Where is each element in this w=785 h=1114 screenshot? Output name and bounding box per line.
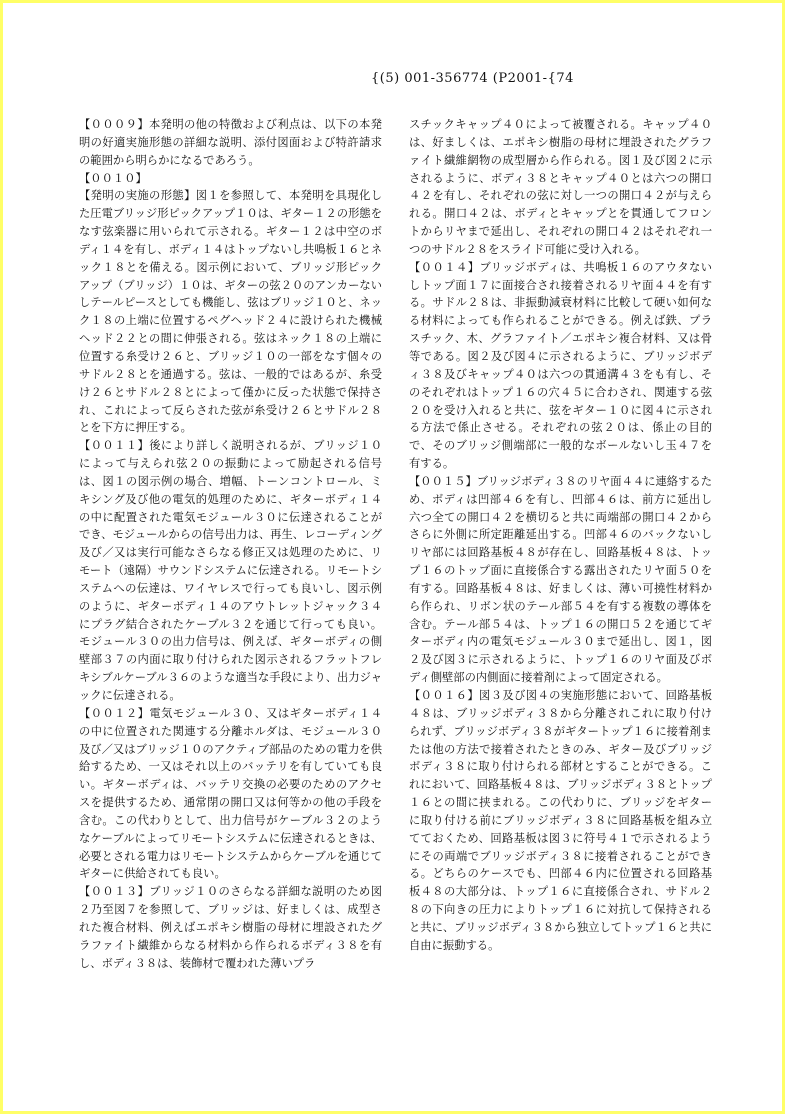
paragraph-0014: 【００１４】ブリッジボディは、共鳴板１６のアウタないしトップ面１７に面接合され接着されるリヤ面４４を有する。サドル２８は、非振動減衰材料に比較して硬い如何なる材料によっても作られることができる。例えば鉄、プラスチック、木、グラファイト／エポキシ複合材料、又は骨等である。図２及び図４に示されるように、ブリッジボディ３８及びキャップ４０は六つの貫通溝４３をも有し、そのそれぞれはトップ１６の穴４５に合わされ、関連する弦２０を受け入れると共に、弦をギター１０に図４に示される方法で係止させる。それぞれの弦２０は、係止の目的で、そのブリッジ側端部に一般的なボールないし玉４７を有する。: [409, 260, 712, 471]
page-header: {(5) 001-356774 (P2001-{74: [371, 71, 574, 86]
paragraph-0012: 【００１２】電気モジュール３０、又はギターボディ１４の中に位置された関連する分離ホルダは、モジュール３０及び／又はブリッジ１０のアクティブ部品のための電力を供給するため、一又はそれ以上のバッテリを有していても良い。ギターボディは、バッテリ交換の必要のためのアクセスを提供するため、通常閉の開口又は何等かの他の手段を含む。この代わりとして、出力信号がケーブル３２のようなケーブルによってリモートシステムに伝達されるときは、必要とされる電力はリモートシステムからケーブルを通じてギターに供給されても良い。: [79, 706, 382, 881]
paragraph-embodiment: 【発明の実施の形態】図１を参照して、本発明を具現化した圧電ブリッジ形ピックアップ１０は、ギター１２の形態をなす弦楽器に用いられて示される。ギター１２は中空のボディ１４を有し、ボディ１４はトップないし共鳴板１６とネック１８とを備える。図示例において、ブリッジ形ピックアップ（ブリッジ）１０は、ギターの弦２０のアンカーないしテールピースとしても機能し、弦はブリッジ１０と、ネック１８の上端に位置するペグヘッド２４に設けられた機械ヘッド２２との間に伸張される。弦はネック１８の上端に位置する糸受け２６と、ブリッジ１０の一部をなす個々のサドル２８とを通過する。弦は、一般的ではあるが、糸受け２６とサドル２８とによって僅かに反った状態で保持され、これによって反らされた弦が糸受け２６とサドル２８とを下方に押圧する。: [79, 189, 382, 435]
paragraph-0016: 【００１６】図３及び図４の実施形態において、回路基板４８は、ブリッジボディ３８から分離されこれに取り付けられず、ブリッジボディ３８がギタートップ１６に接着剤または他の方法で接着されたときのみ、ギター及びブリッジボディ３８に取り付けられる部材とすることができる。これにおいて、回路基板４８は、ブリッジボディ３８とトップ１６との間に挟まれる。この代わりに、ブリッジをギターに取り付ける前にブリッジボディ３８に回路基板を組み立てておくため、回路基板は図３に符号４１で示されるようにその両端でブリッジボディ３８に接着されることができる。どちらのケースでも、凹部４６内に位置される回路基板４８の大部分は、トップ１６に直接係合され、サドル２８の下向きの圧力によりトップ１６に対抗して保持されると共に、ブリッジボディ３８から独立してトップ１６と共に自由に振動する。: [409, 689, 712, 952]
left-column: [79, 116, 382, 1076]
paragraph-0009: 【０００９】本発明の他の特徴および利点は、以下の本発明の好適実施形態の詳細な説明、添付図面および特許請求の範囲から明らかになるであろう。: [79, 118, 382, 167]
paragraph-0010-number: 【００１０】: [79, 171, 147, 185]
paragraph-0013: 【００１３】ブリッジ１０のさらなる詳細な説明のため図２乃至図７を参照して、ブリッジは、好ましくは、成型された複合材料、例えばエポキシ樹脂の母材に埋設されたグラファイト繊維からなる材料から作られるボディ３８を有し、ボディ３８は、装飾材で覆われた薄いプラ: [79, 885, 382, 970]
paragraph-0013-continued: スチックキャップ４０によって被覆される。キャップ４０は、好ましくは、エポキシ樹脂の母材に埋設されたグラファイト繊維網物の成型層から作られる。図１及び図２に示されるように、ボディ３８とキャップ４０とは六つの開口４２を有し、それぞれの弦に対し一つの開口４２が与えられる。開口４２は、ボディとキャップとを貫通してフロントからリヤまで延出し、それぞれの開口４２はそれぞれ一つのサドル２８をスライド可能に受け入れる。: [409, 118, 712, 256]
paragraph-0015: 【００１５】ブリッジボディ３８のリヤ面４４に連絡するため、ボディは凹部４６を有し、凹部４６は、前方に延出し六つ全ての開口４２を横切ると共に両端部の開口４２からさらに外側に所定距離延出する。凹部４６のバックないしリヤ部には回路基板４８が存在し、回路基板４８は、トップ１６のトップ面に直接係合する露出されたリヤ面５０を有する。回路基板４８は、好ましくは、薄い可撓性材料から作られ、リボン状のテール部５４を有する複数の導体を含む。テール部５４は、トップ１６の開口５２を通じてギターボディ内の電気モジュール３０まで延出し、図１，図２及び図３に示されるように、トップ１６のリヤ面及びボディ側壁部の内側面に接着剤によって固定される。: [409, 474, 712, 685]
right-column: [409, 116, 712, 1076]
paragraph-0011: 【００１１】後により詳しく説明されるが、ブリッジ１０によって与えられ弦２０の振動によって励起される信号は、図１の図示例の場合、増幅、トーンコントロール、ミキシング及び他の電気的処理のために、ギターボディ１４の中に配置された電気モジュール３０に伝達されることができ、モジュールからの信号出力は、再生、レコーディング及び／又は実行可能なさらなる修正又は処理のために、リモート（遠隔）サウンドシステムに伝達される。リモートシステムへの伝達は、ワイヤレスで行っても良いし、図示例のように、ギターボディ１４のアウトレットジャック３４にプラグ結合されたケーブル３２を通じて行っても良い。モジュール３０の出力信号は、例えば、ギターボディの側壁部３７の内面に取り付けられた図示されるフラットフレキシブルケーブル３６のような適当な手段により、出力ジャックに伝達される。: [79, 439, 382, 702]
